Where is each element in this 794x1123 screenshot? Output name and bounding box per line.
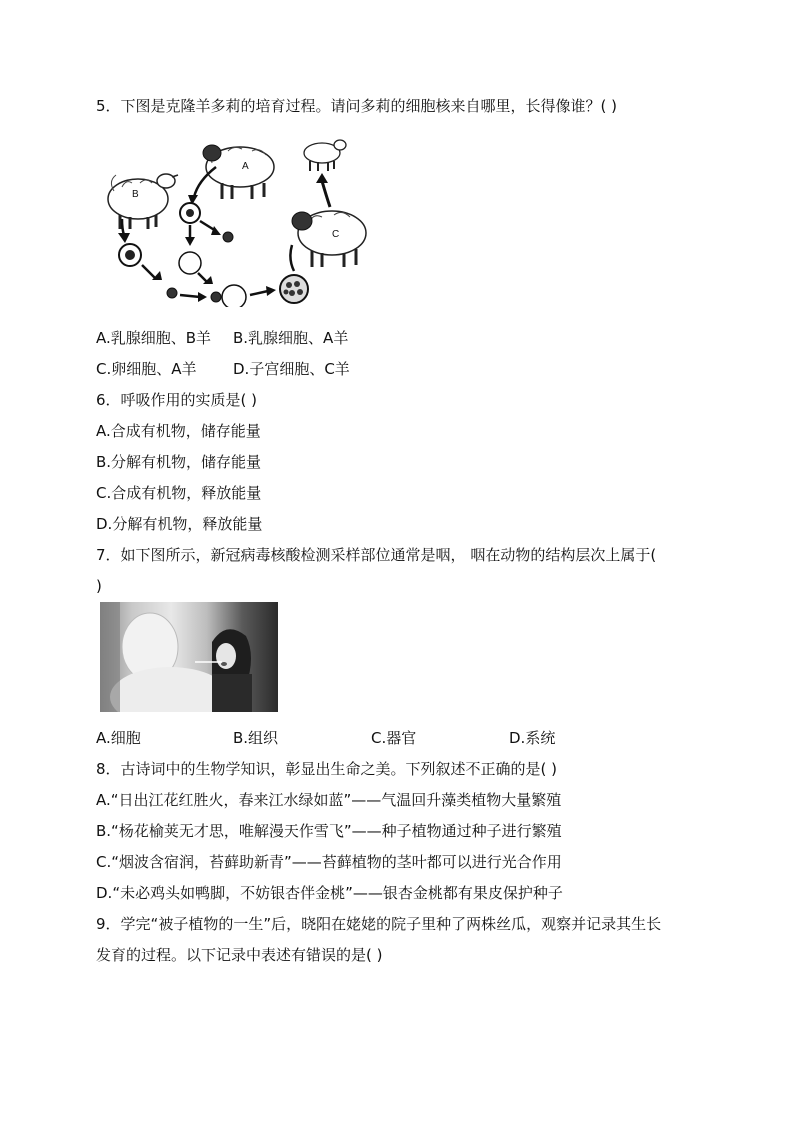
q5-option-a[interactable]: A.乳腺细胞、B羊 xyxy=(96,329,212,347)
sheep-a-label: A xyxy=(242,161,249,172)
question-9-stem-cont: 发育的过程。以下记录中表述有错误的是( ) xyxy=(96,946,383,964)
throat-swab-photo xyxy=(100,602,278,712)
sheep-c-label: C xyxy=(332,229,340,240)
question-6-stem: 6．呼吸作用的实质是( ) xyxy=(96,391,258,409)
question-8-stem: 8．古诗词中的生物学知识，彰显出生命之美。下列叙述不正确的是( ) xyxy=(96,760,558,778)
process-arrows xyxy=(142,221,276,302)
dolly-cloning-diagram xyxy=(100,137,372,307)
q8-option-c[interactable]: C.“烟波含宿润，苔藓助新青”——苔藓植物的茎叶都可以进行光合作用 xyxy=(96,853,562,871)
q7-option-c[interactable]: C.器官 xyxy=(371,729,417,747)
q8-option-d[interactable]: D.“未必鸡头如鸭脚，不妨银杏伴金桃”——银杏金桃都有果皮保护种子 xyxy=(96,884,563,902)
question-5-stem: 5．下图是克隆羊多莉的培育过程。请问多莉的细胞核来自哪里，长得像谁？( ) xyxy=(96,97,618,115)
question-7-stem-cont: ) xyxy=(96,577,102,595)
q7-option-a[interactable]: A.细胞 xyxy=(96,729,141,747)
sheep-b-label: B xyxy=(132,189,139,200)
q6-option-c[interactable]: C.合成有机物，释放能量 xyxy=(96,484,262,502)
q6-option-d[interactable]: D.分解有机物，释放能量 xyxy=(96,515,263,533)
question-7-stem: 7．如下图所示，新冠病毒核酸检测采样部位通常是咽， 咽在动物的结构层次上属于( xyxy=(96,546,657,564)
q6-option-a[interactable]: A.合成有机物，储存能量 xyxy=(96,422,261,440)
curve-arrow-c-to-dolly xyxy=(322,181,330,207)
nucleus-icon xyxy=(167,288,177,298)
question-9-stem: 9．学完“被子植物的一生”后，晓阳在姥姥的院子里种了两株丝瓜，观察并记录其生长 xyxy=(96,915,662,933)
dolly-sheep-icon xyxy=(304,140,346,171)
embryo-icon xyxy=(280,275,308,303)
q5-option-d[interactable]: D.子宫细胞、C羊 xyxy=(233,360,350,378)
q8-option-a[interactable]: A.“日出江花红胜火，春来江水绿如蓝”——气温回升藻类植物大量繁殖 xyxy=(96,791,562,809)
q5-option-b[interactable]: B.乳腺细胞、A羊 xyxy=(233,329,349,347)
q7-option-b[interactable]: B.组织 xyxy=(233,729,279,747)
sheep-c-icon xyxy=(292,211,366,267)
sheep-a-icon xyxy=(203,145,274,199)
q6-option-b[interactable]: B.分解有机物，储存能量 xyxy=(96,453,262,471)
curve-arrow-to-c xyxy=(290,245,294,271)
curve-arrow-b-to-cell xyxy=(122,219,124,235)
sheep-b-icon xyxy=(108,174,178,229)
removed-nucleus-icon xyxy=(223,232,233,242)
fused-cell-icon xyxy=(222,285,246,307)
q8-option-b[interactable]: B.“杨花榆荚无才思，唯解漫天作雪飞”——种子植物通过种子进行繁殖 xyxy=(96,822,562,840)
q5-option-c[interactable]: C.卵细胞、A羊 xyxy=(96,360,197,378)
q7-option-d[interactable]: D.系统 xyxy=(509,729,556,747)
enucleated-egg-icon xyxy=(179,252,201,274)
